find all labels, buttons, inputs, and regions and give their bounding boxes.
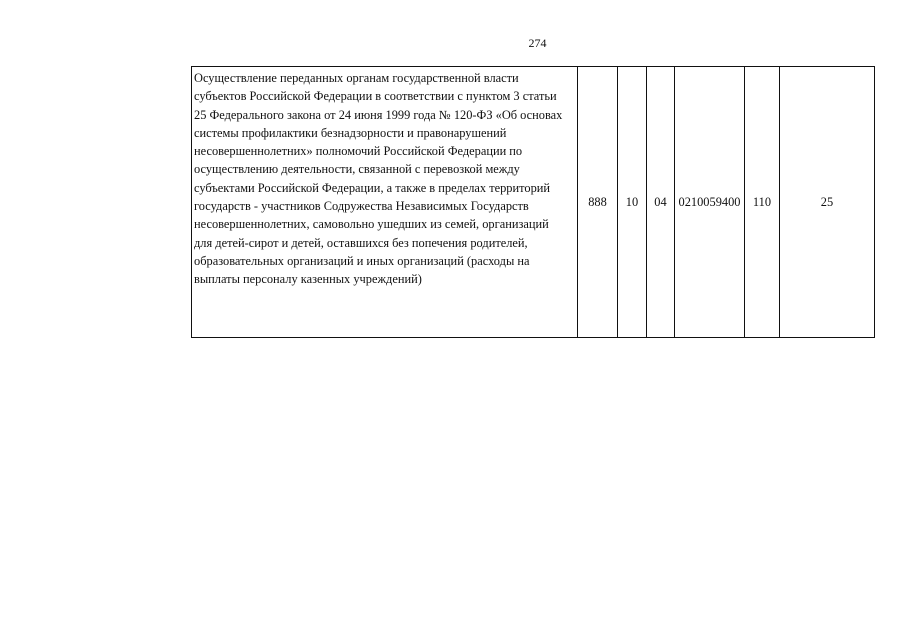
code-cell-target-article: 0210059400 bbox=[675, 67, 745, 338]
description-line: государств - участников Содружества Независимых Государств bbox=[194, 199, 529, 214]
description-line: системы профилактики безнадзорности и правонарушений bbox=[194, 125, 507, 140]
description-line: 25 Федерального закона от 24 июня 1999 года № 120-ФЗ «Об основах bbox=[194, 107, 563, 122]
code-cell-subsection: 04 bbox=[647, 67, 675, 338]
description-line: выплаты персоналу казенных учреждений) bbox=[194, 272, 422, 287]
description-line: субъектов Российской Федерации в соответствии с пунктом 3 статьи bbox=[194, 89, 557, 104]
amount-cell: 25 bbox=[780, 67, 875, 338]
code-cell-expense-type: 110 bbox=[745, 67, 780, 338]
description-line: субъектами Российской Федерации, а также в пределах территорий bbox=[194, 180, 551, 195]
description-line: несовершеннолетних» полномочий Российской Федерации по bbox=[194, 144, 523, 159]
description-line: несовершеннолетних, самовольно ушедших из семей, организаций bbox=[194, 217, 549, 232]
description-line: образовательных организаций и иных организаций (расходы на bbox=[194, 253, 530, 268]
description-line: для детей-сирот и детей, оставшихся без попечения родителей, bbox=[194, 235, 528, 250]
code-cell-ministry: 888 bbox=[578, 67, 618, 338]
description-line: осуществлению деятельности, связанной с перевозкой между bbox=[194, 162, 520, 177]
page-number: 274 bbox=[528, 36, 547, 50]
budget-table bbox=[191, 66, 875, 338]
description-cell bbox=[192, 67, 578, 338]
table-row bbox=[192, 67, 875, 338]
code-cell-section: 10 bbox=[618, 67, 647, 338]
description-line: Осуществление переданных органам государственной власти bbox=[194, 71, 519, 85]
